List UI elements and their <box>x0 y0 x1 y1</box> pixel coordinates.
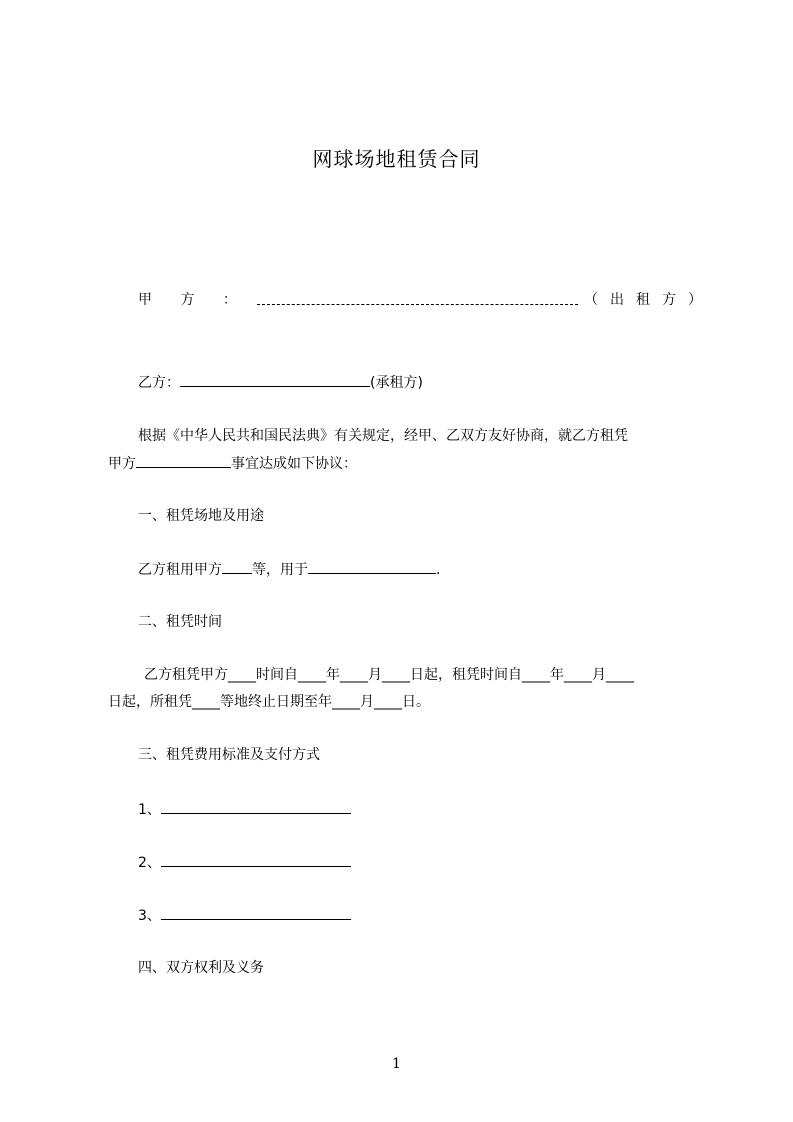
party-a-blank <box>257 292 578 305</box>
intro-line-2-prefix: 甲方 <box>108 456 136 472</box>
section-3-item-3-label: 3、 <box>138 908 161 924</box>
intro-blank <box>136 453 231 468</box>
intro-line-2 <box>108 453 357 474</box>
section-1-blank-venue <box>222 559 252 574</box>
intro-line-1: 根据《中华人民共和国民法典》有关规定，经甲、乙双方友好协商，就乙方租凭 <box>138 428 628 444</box>
section-3-item-2-label: 2、 <box>138 855 161 871</box>
document-title: 网球场地租赁合同 <box>312 147 481 171</box>
section-1-body-prefix: 乙方租用甲方 <box>138 562 222 578</box>
party-a-label: 甲 方 ： <box>138 292 249 308</box>
section-2-line-2: 日起，所租凭____等地终止日期至年____月____日。 <box>108 694 430 710</box>
party-b-line <box>138 372 423 393</box>
intro-line-2-suffix: 事宜达成如下协议： <box>231 456 357 472</box>
party-a-suffix: （出租方） <box>584 292 714 308</box>
section-2-line-1: 乙方租凭甲方____时间自____年____月____日起，租凭时间自____年____月____ <box>144 667 634 683</box>
page-number: 1 <box>392 1056 401 1072</box>
section-4-heading: 四、双方权利及义务 <box>138 960 264 976</box>
section-3-item-1-label: 1、 <box>138 802 161 818</box>
section-1-body-mid: 等，用于 <box>252 562 308 578</box>
party-b-label: 乙方： <box>138 375 180 391</box>
party-b-blank <box>180 372 370 387</box>
section-1-body-end: . <box>436 562 441 578</box>
section-3-item-2-blank <box>161 852 351 867</box>
party-a-line <box>138 290 714 310</box>
section-1-blank-purpose <box>308 559 436 574</box>
section-3-item-2 <box>138 852 351 873</box>
section-3-heading: 三、租凭费用标准及支付方式 <box>138 747 320 763</box>
section-2-heading: 二、租凭时间 <box>138 614 222 630</box>
section-3-item-1-blank <box>161 799 351 814</box>
party-b-suffix: (承租方) <box>370 375 423 391</box>
section-3-item-1 <box>138 799 351 820</box>
section-1-heading: 一、租凭场地及用途 <box>138 508 264 524</box>
section-1-body <box>138 559 440 580</box>
section-3-item-3-blank <box>161 905 351 920</box>
section-3-item-3 <box>138 905 351 926</box>
